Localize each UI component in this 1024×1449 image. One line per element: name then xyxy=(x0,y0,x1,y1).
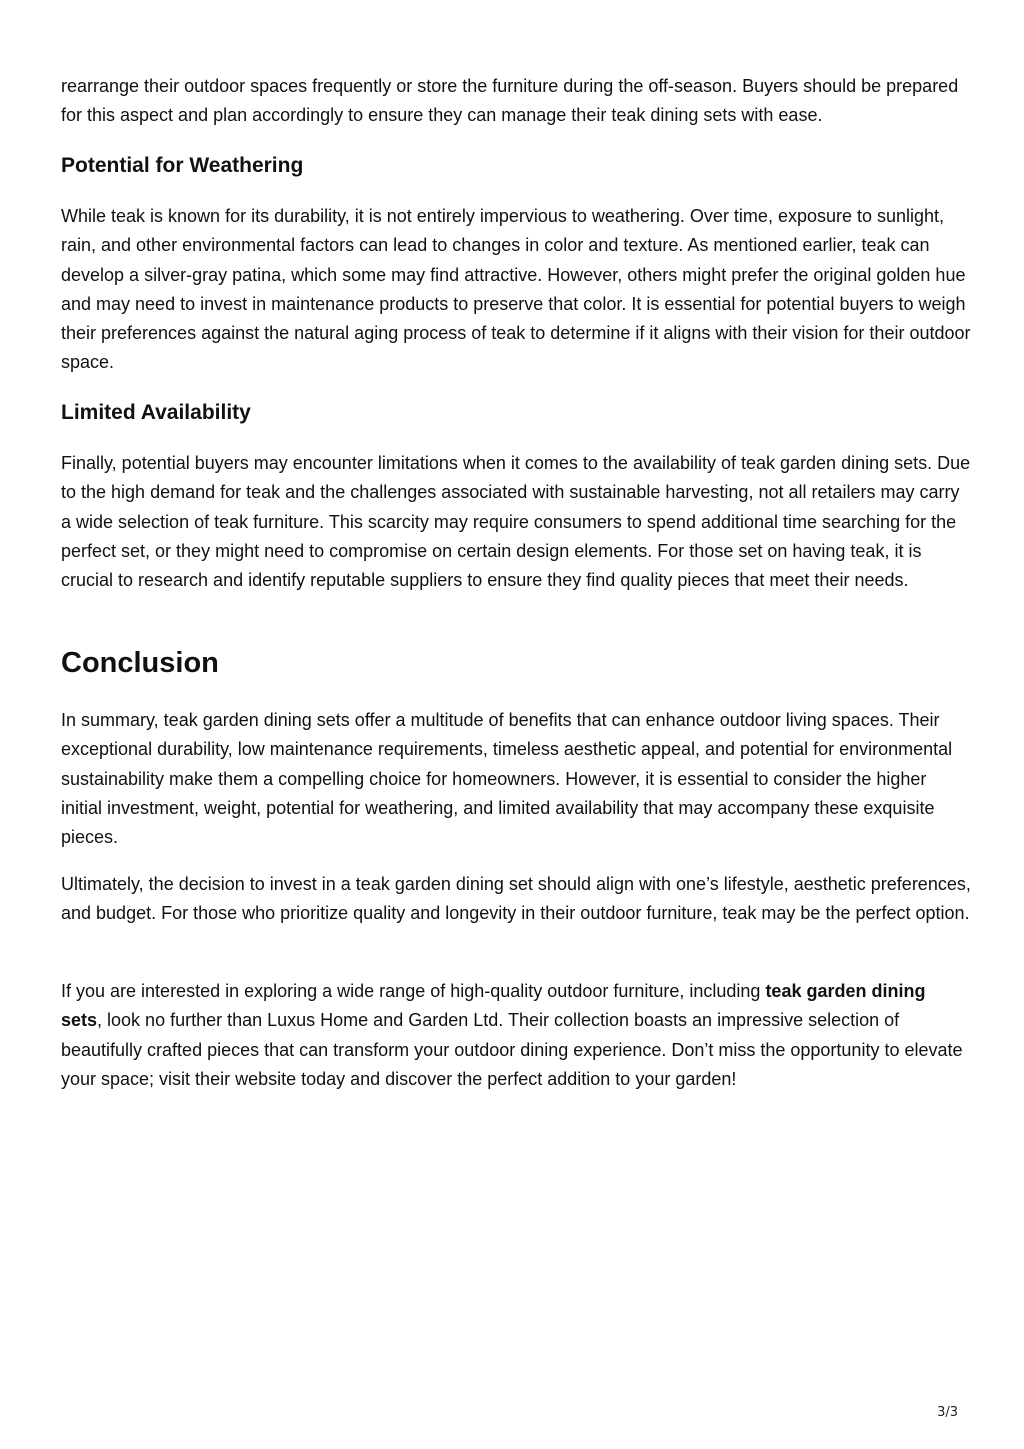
availability-paragraph: Finally, potential buyers may encounter limitations when it comes to the availability of teak garden dining sets. Due to the high demand for teak and the challenges associated with sustainable harvesting, not all retailers may carry a wide selection of teak furniture. This scarcity may require consumers to spend additional time searching for the perfect set, or they might need to compromise on certain design elements. For those set on having teak, it is crucial to research and identify reputable suppliers to ensure they find quality pieces that meet their needs. xyxy=(61,453,971,591)
interest-text-after: , look no further than Luxus Home and Garden Ltd. Their collection boasts an impressive selection of beautifully crafted pieces that can transform your outdoor dining experience. Don’t miss the opportunity to elevate your space; visit their website today and discover the perfect addition to your garden! xyxy=(61,1010,963,1089)
summary-paragraph: In summary, teak garden dining sets offer a multitude of benefits that can enhance outdoor living spaces. Their exceptional durability, low maintenance requirements, timeless aesthetic appeal, and potential for environmental sustainability make them a compelling choice for homeowners. However, it is essential to consider the higher initial investment, weight, potential for weathering, and limited availability that may accompany these exquisite pieces. xyxy=(61,710,953,848)
interest-text-before: If you are interested in exploring a wide range of high-quality outdoor furniture, including xyxy=(61,981,766,1001)
bold-product-link: teak garden dining sets xyxy=(61,981,926,1031)
ultimately-paragraph: Ultimately, the decision to invest in a teak garden dining set should align with one’s lifestyle, aesthetic preferences, and budget. For those who prioritize quality and longevity in their outdoor furniture, teak may be the perfect option. xyxy=(61,874,971,924)
interest-paragraph xyxy=(61,977,971,1094)
weathering-heading: Potential for Weathering xyxy=(61,154,304,177)
intro-paragraph: rearrange their outdoor spaces frequently or store the furniture during the off-season. Buyers should be prepared for this aspect and plan accordingly to ensure they can manage their teak dining sets with ease. xyxy=(61,76,959,126)
availability-heading: Limited Availability xyxy=(61,401,251,424)
conclusion-heading: Conclusion xyxy=(61,647,219,679)
weathering-paragraph: While teak is known for its durability, it is not entirely impervious to weathering. Over time, exposure to sunlight, rain, and other environmental factors can lead to changes in color and texture. As mentioned earlier, teak can develop a silver-gray patina, which some may find attractive. However, others might prefer the original golden hue and may need to invest in maintenance products to preserve that color. It is essential for potential buyers to weigh their preferences against the natural aging process of teak to determine if it aligns with their vision for their outdoor space. xyxy=(61,206,971,373)
page-number: 3/3 xyxy=(937,1405,958,1420)
